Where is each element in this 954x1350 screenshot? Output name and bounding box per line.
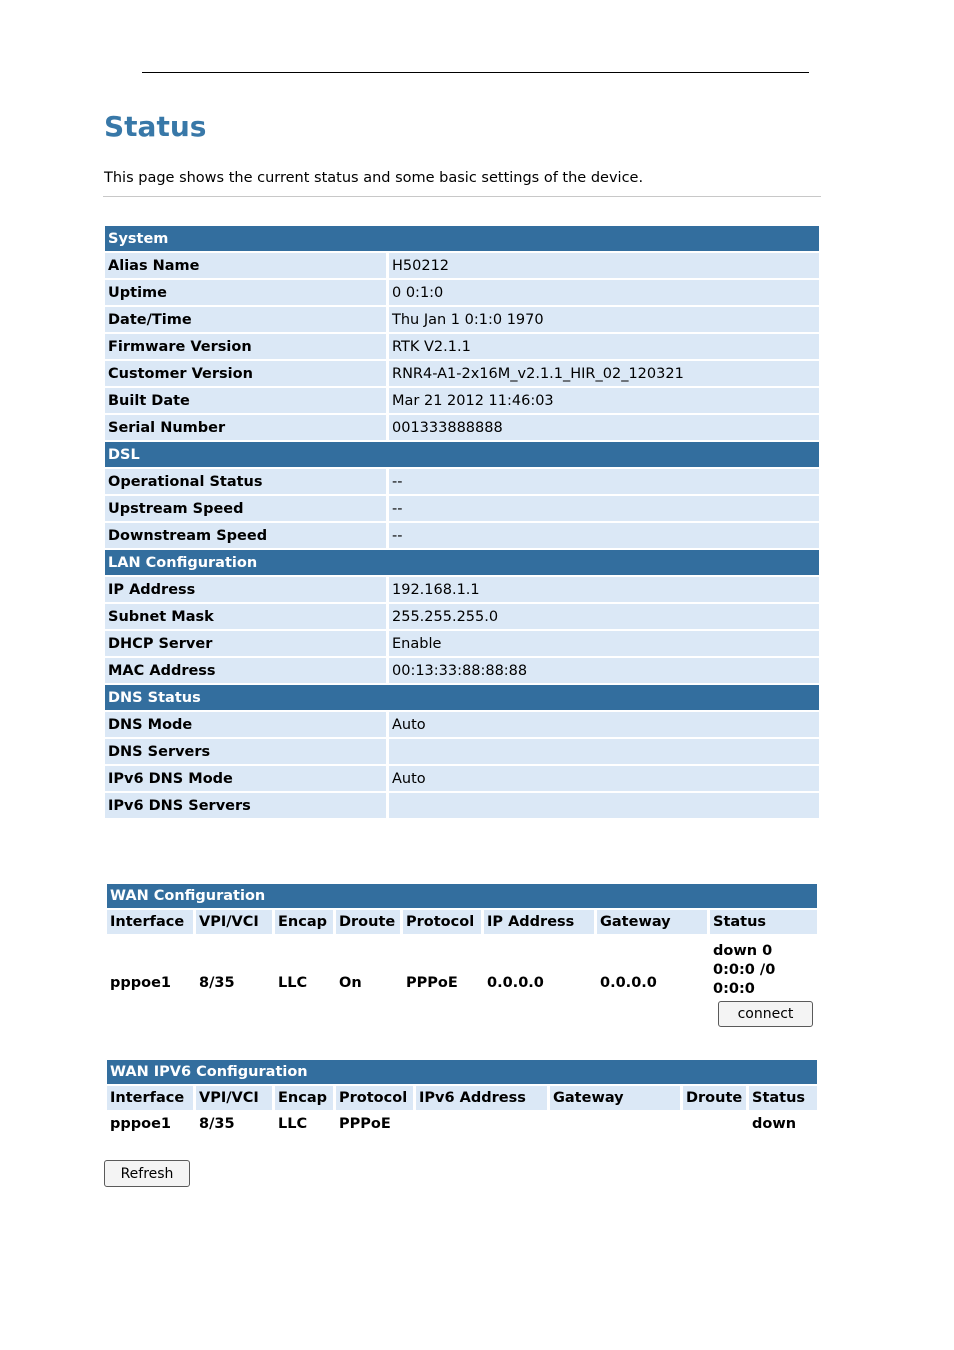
table-row xyxy=(105,523,819,548)
row-value: -- xyxy=(389,469,819,494)
table-row xyxy=(105,280,819,305)
row-label: IP Address xyxy=(105,577,386,602)
section-heading: System xyxy=(105,226,819,251)
table-row xyxy=(105,712,819,737)
row-value: Thu Jan 1 0:1:0 1970 xyxy=(389,307,819,332)
section-heading: LAN Configuration xyxy=(105,550,819,575)
table-row xyxy=(105,334,819,359)
table-row xyxy=(105,253,819,278)
col-ipv6-address: IPv6 Address xyxy=(416,1086,547,1110)
col-encap: Encap xyxy=(275,910,333,934)
row-label: Built Date xyxy=(105,388,386,413)
wan6-vpi-vci: 8/35 xyxy=(199,1116,235,1132)
row-value: 0 0:1:0 xyxy=(389,280,819,305)
row-label: IPv6 DNS Mode xyxy=(105,766,386,791)
wan-status-line-1: down 0 xyxy=(713,943,773,959)
table-row xyxy=(105,415,819,440)
row-label: Firmware Version xyxy=(105,334,386,359)
col-encap: Encap xyxy=(275,1086,333,1110)
row-label: Uptime xyxy=(105,280,386,305)
wan6-ipv6-address xyxy=(416,1112,547,1136)
row-label: IPv6 DNS Servers xyxy=(105,793,386,818)
table-row xyxy=(105,604,819,629)
col-vpi-vci: VPI/VCI xyxy=(196,910,272,934)
wan-ip-address: 0.0.0.0 xyxy=(487,974,544,991)
table-row xyxy=(105,766,819,791)
col-gateway: Gateway xyxy=(597,910,707,934)
col-ip-address: IP Address xyxy=(484,910,594,934)
connect-button[interactable]: connect xyxy=(718,1001,813,1027)
wan6-droute xyxy=(683,1112,746,1136)
wan-status-cell xyxy=(710,936,817,1029)
table-row xyxy=(105,388,819,413)
section-heading: DNS Status xyxy=(105,685,819,710)
wan-config-heading: WAN Configuration xyxy=(107,884,817,908)
wan-encap: LLC xyxy=(278,974,308,991)
col-interface: Interface xyxy=(107,910,193,934)
row-value xyxy=(389,793,819,818)
section-header-row xyxy=(105,550,819,575)
wan-droute: On xyxy=(339,974,362,991)
wan-ipv6-config-heading: WAN IPV6 Configuration xyxy=(107,1060,817,1084)
table-row xyxy=(105,631,819,656)
col-droute: Droute xyxy=(683,1086,746,1110)
row-label: Alias Name xyxy=(105,253,386,278)
section-heading: DSL xyxy=(105,442,819,467)
row-value: 001333888888 xyxy=(389,415,819,440)
row-value: -- xyxy=(389,523,819,548)
section-header-row xyxy=(105,685,819,710)
wan-column-headers xyxy=(107,910,817,934)
table-row xyxy=(107,936,817,1029)
wan6-column-headers xyxy=(107,1086,817,1110)
table-row xyxy=(105,793,819,818)
row-label: DNS Servers xyxy=(105,739,386,764)
wan6-interface: pppoe1 xyxy=(110,1116,172,1132)
col-droute: Droute xyxy=(336,910,400,934)
row-label: DHCP Server xyxy=(105,631,386,656)
row-label: Operational Status xyxy=(105,469,386,494)
row-label: Downstream Speed xyxy=(105,523,386,548)
row-label: Date/Time xyxy=(105,307,386,332)
col-interface: Interface xyxy=(107,1086,193,1110)
page-title: Status xyxy=(104,110,207,143)
refresh-button[interactable]: Refresh xyxy=(104,1160,190,1187)
wan-interface: pppoe1 xyxy=(110,974,172,991)
row-label: Serial Number xyxy=(105,415,386,440)
table-row xyxy=(105,658,819,683)
section-header-row xyxy=(105,226,819,251)
row-value: 255.255.255.0 xyxy=(389,604,819,629)
col-gateway: Gateway xyxy=(550,1086,680,1110)
col-status: Status xyxy=(710,910,817,934)
row-label: Customer Version xyxy=(105,361,386,386)
row-label: Upstream Speed xyxy=(105,496,386,521)
row-label: Subnet Mask xyxy=(105,604,386,629)
wan-protocol: PPPoE xyxy=(406,974,458,991)
row-value: Enable xyxy=(389,631,819,656)
wan6-encap: LLC xyxy=(278,1116,308,1132)
table-row xyxy=(105,496,819,521)
row-value: -- xyxy=(389,496,819,521)
col-vpi-vci: VPI/VCI xyxy=(196,1086,272,1110)
page-description: This page shows the current status and some basic settings of the device. xyxy=(104,170,644,186)
table-row xyxy=(105,469,819,494)
table-row xyxy=(107,1112,817,1136)
table-row xyxy=(105,307,819,332)
row-value: 192.168.1.1 xyxy=(389,577,819,602)
wan-ipv6-config-table xyxy=(104,1058,820,1138)
wan-gateway: 0.0.0.0 xyxy=(600,974,657,991)
row-value: RTK V2.1.1 xyxy=(389,334,819,359)
row-label: MAC Address xyxy=(105,658,386,683)
status-table xyxy=(102,224,822,820)
row-value: Mar 21 2012 11:46:03 xyxy=(389,388,819,413)
row-value: Auto xyxy=(389,766,819,791)
wan-status-line-2: 0:0:0 /0 xyxy=(713,962,776,978)
row-value xyxy=(389,739,819,764)
row-value: RNR4-A1-2x16M_v2.1.1_HIR_02_120321 xyxy=(389,361,819,386)
wan-vpi-vci: 8/35 xyxy=(199,974,235,991)
separator xyxy=(103,196,821,197)
top-rule xyxy=(142,72,809,73)
section-header-row xyxy=(105,442,819,467)
wan6-gateway xyxy=(550,1112,680,1136)
table-row xyxy=(105,577,819,602)
row-value: H50212 xyxy=(389,253,819,278)
row-label: DNS Mode xyxy=(105,712,386,737)
col-status: Status xyxy=(749,1086,817,1110)
wan6-protocol: PPPoE xyxy=(339,1116,391,1132)
wan6-status: down xyxy=(752,1116,797,1132)
row-value: Auto xyxy=(389,712,819,737)
row-value: 00:13:33:88:88:88 xyxy=(389,658,819,683)
wan-config-table xyxy=(104,882,820,1031)
col-protocol: Protocol xyxy=(336,1086,413,1110)
col-protocol: Protocol xyxy=(403,910,481,934)
table-row xyxy=(105,361,819,386)
table-row xyxy=(105,739,819,764)
wan-status-line-3: 0:0:0 xyxy=(713,981,755,997)
